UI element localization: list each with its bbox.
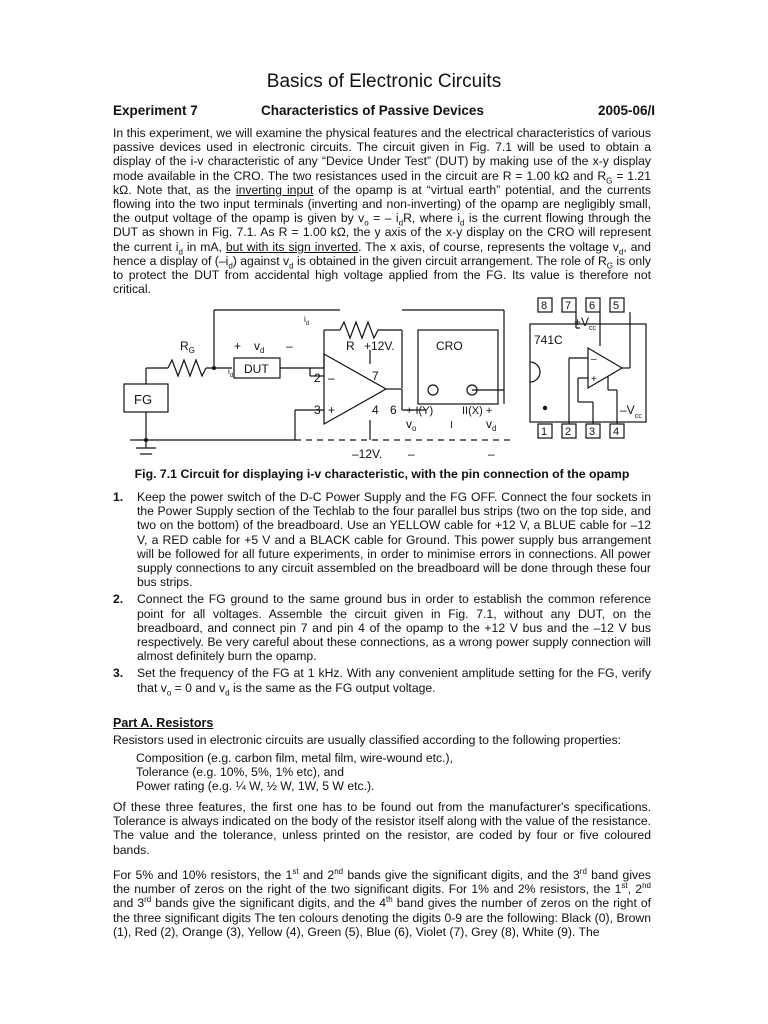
ic-pin-2: 2 [565,426,572,438]
pin4-label: 4 [372,403,379,417]
procedure-step: 3. Set the frequency of the FG at 1 kHz. With any convenient amplitude setting for the FG, verify that $v_o = 0$ and $v_d$ is the same as the FG output voltage. [113,666,651,698]
ic-pin-8: 8 [541,300,548,312]
vd-minus: – [286,339,293,353]
opamp-noninverting: + [328,403,336,417]
id-label: $i_d$ [228,367,234,379]
ic-pin-7: 7 [565,300,572,312]
plus12-label: +12V. [364,339,395,353]
vd-label: $v_d$ [254,339,265,355]
procedure-step: 2. Connect the FG ground to the same ground bus in order to establish the common reference point for all voltages. Assemble the circuit given in Fig. 7.1, without any DUT, on the breadboard, and connect pin 7 and pin 4 of the opamp to the +12 V bus and the –12 V bus respectively. Be very careful about these connections, as a wrong power supply connection will almost definitely burn the opamp. [113,592,651,664]
rg-label: $R_G$ [180,339,195,355]
property-item: Power rating (e.g. ¼ W, ½ W, 1W, 5 W etc.). [136,779,375,794]
procedure-step: 1. Keep the power switch of the D-C Power Supply and the FG OFF. Connect the four sockets in the Power Supply section of the Techlab to the four parallel bus strips (two on the top side, and two on the bottom) of the breadboard. Use an YELLOW cable for +12 V, a BLUE cable for –12 V, a RED cable for +5 V and a BLACK cable for Ground. This power supply bus arrangement will be followed for all future experiments, in order to minimise errors in connections. All power supply connections to any circuit assembled on the breadboard will be done through these four bus strips. [113,490,651,590]
figure-caption: Fig. 7.1 Circuit for displaying i-v characteristic, with the pin connection of the opamp [134,467,630,481]
rg-resistor [168,360,206,376]
ic-vcc-plus: $+V_{cc}$ [574,315,597,332]
pin7-label: 7 [372,369,379,383]
cro-ch1-label: + I(Y) [406,405,434,417]
ic-inverting: – [591,354,597,365]
ic-pin-5: 5 [613,300,620,312]
resistor-properties [136,751,453,794]
cro-ch2-label: II(X) + [462,405,493,417]
vo-label: $v_o$ [406,417,417,433]
property-item: Tolerance (e.g. 10%, 5%, 1% etc), and [136,765,344,780]
pin3-label: 3 [314,403,321,417]
resistor-paragraph-1: Of these three features, the first one has to be found out from the manufacturer's specifications. Tolerance is always indicated on the body of the resistor itself along with the value of the resistance. The value and the tolerance, unless printed on the resistor, are coded by four or five coloured bands. [113,800,651,857]
circuit-figure [110,292,660,460]
resistor-paragraph-2: For 5% and 10% resistors, the 1st and 2nd bands give the significant digits, and the 3rd band gives the number of zeros on the right of the two significant digits. For 1% and 2% resistors, the 1st, 2nd and 3rd bands give the significant digits, and the 4th band gives the number of zeros on the right of the three significant digits The ten colours denoting the digits 0-9 are the following: Black (0), Brown (1), Red (2), Orange (3), Yellow (4), Green (5), Blue (6), Violet (7), Grey (8), White (9). The [113,866,652,939]
ic-vcc-minus: $-V_{cc}$ [620,403,642,420]
experiment-heading: Characteristics of Passive Devices [261,103,484,118]
property-item: Composition (e.g. carbon film, metal film, wire-wound etc.), [136,751,453,765]
dut-label: DUT [244,362,269,376]
procedure-steps [113,490,651,698]
document-title: Basics of Electronic Circuits [266,71,502,92]
ic-pin-1: 1 [541,426,548,438]
feedback-id-label: $i_d$ [304,315,310,327]
experiment-number: Experiment 7 [113,103,198,118]
vd2-label: $v_d$ [486,417,497,433]
pin2-label: 2 [314,371,321,385]
intro-paragraph: In this experiment, we will examine the physical features and the electrical characteristics of various passive devices used in electronic circuits. The circuit given in Fig. 7.1 will be used to obtain a display of the i-v characteristic of any “Device Under Test” (DUT) by making use of the x-y display mode available in the CRO. The two resistances used in the circuit are R = 1.00 kΩ and $R_G = 1.21$ kΩ. Note that, as the inverting input of the opamp is at “virtual earth” potential, and the currents flowing into the two input terminals (inverting and non-inverting) of the opamp are negligibly small, the output voltage of the opamp is given by $v_o$ = – $i_dR$, where $i_d$ is the current flowing through the DUT as shown in Fig. 7.1. As R = 1.00 kΩ, the y axis of the x-y display on the CRO will represent the current $i_d$ in mA, but with its sign inverted. The x axis, of course, represents the voltage $v_d$, and hence a display of $(-i_d)$ against $v_d$ is obtained in the given circuit arrangement. The role of $R_G$ is only to protect the DUT from accidental high voltage applied from the FG. Its value is therefore not critical. [113,126,652,297]
feedback-resistor [340,322,378,338]
cro-minus-2: – [488,447,495,460]
r-label: R [346,339,355,353]
resistor-lead: Resistors used in electronic circuits are usually classified according to the following properties: [113,733,622,747]
cro-label: CRO [436,339,463,353]
fg-label: FG [134,392,153,407]
pin6-label: 6 [390,403,397,417]
vd-plus: + [234,339,242,353]
part-a-heading: Part A. Resistors [113,716,214,730]
opamp-inverting: – [328,371,335,385]
ic-noninverting: + [591,374,597,385]
cro-minus-1: – [408,447,415,460]
ic-pin-6: 6 [589,300,596,312]
ic-pin-4: 4 [613,426,620,438]
minus12-label: –12V. [352,447,383,460]
cro-bar: I [450,420,453,431]
ic-pin-3: 3 [589,426,596,438]
session-year: 2005-06/I [598,103,656,118]
ic-name: 741C [534,333,563,347]
